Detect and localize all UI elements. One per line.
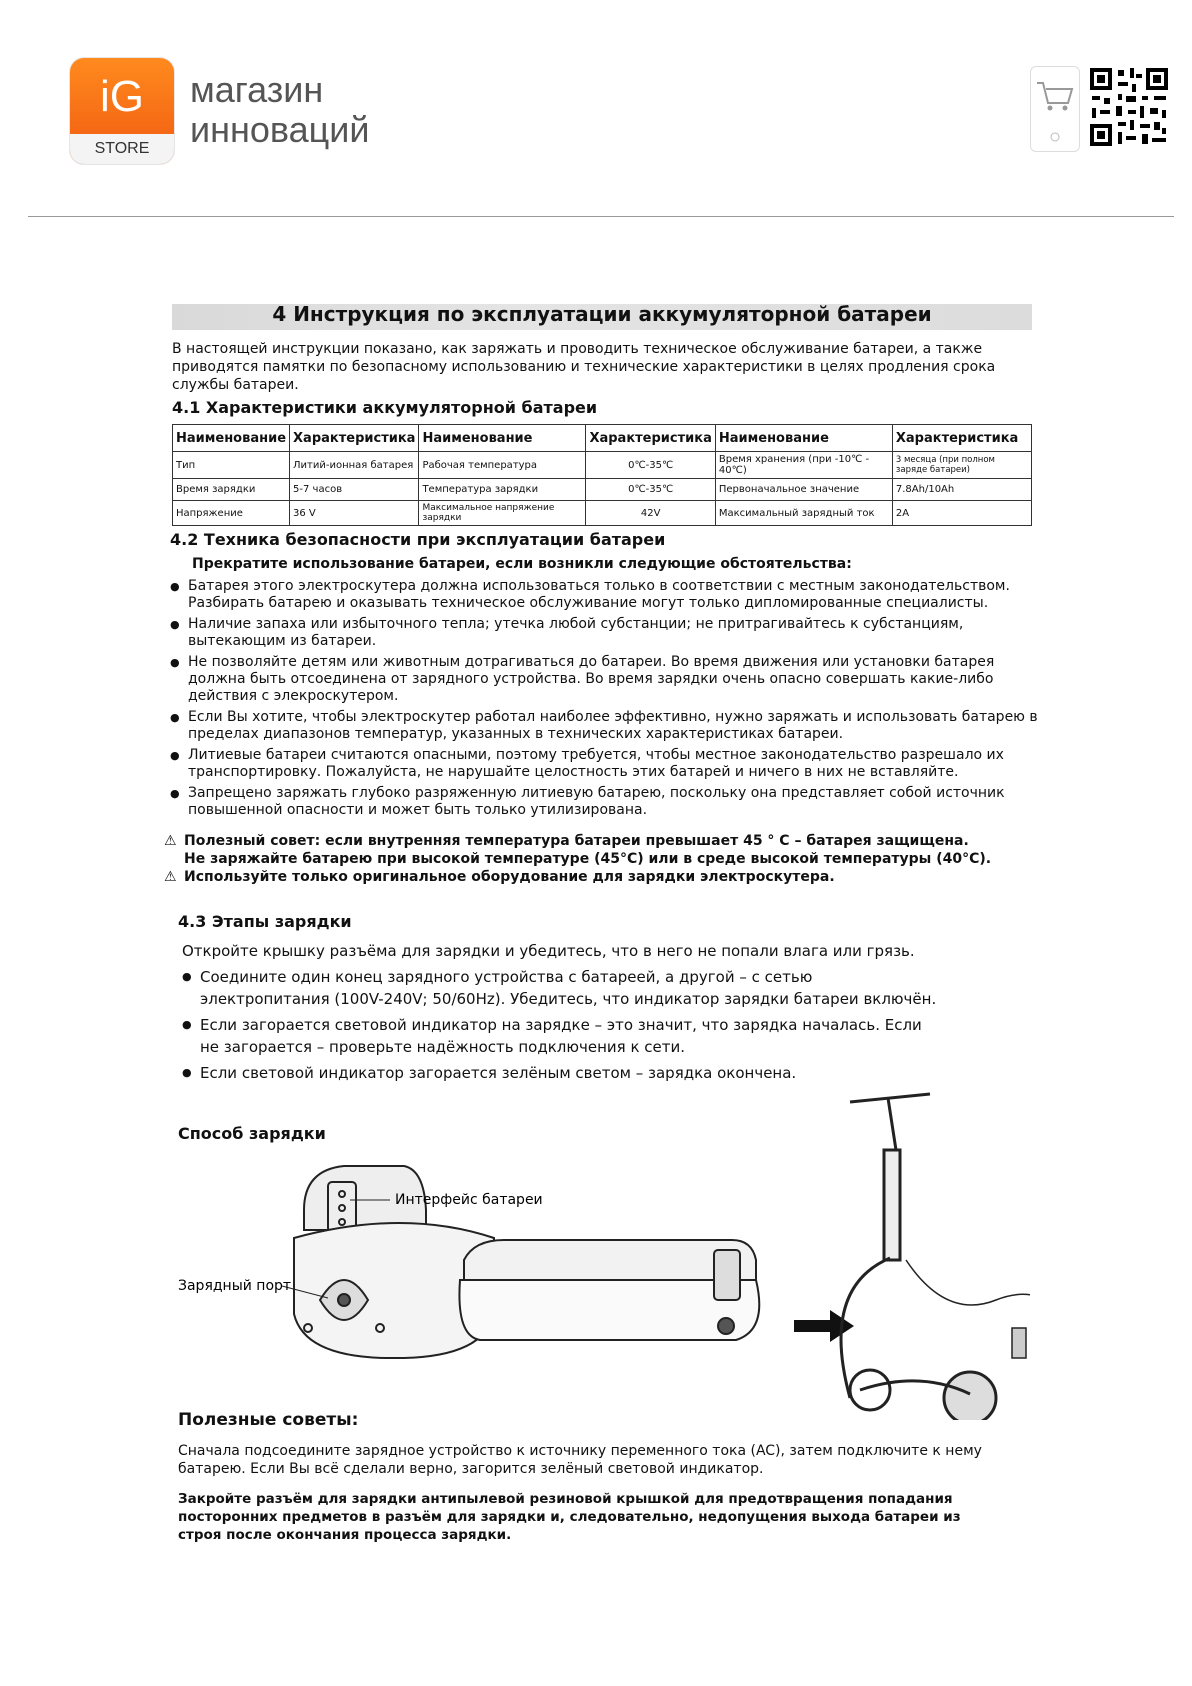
section-4-1-title: 4.1 Характеристики аккумуляторной батареи [172, 398, 598, 417]
port-label: Зарядный порт [178, 1278, 292, 1294]
table-cell: Тип [173, 452, 290, 479]
table-header: Наименование [419, 425, 586, 452]
arrow-icon [794, 1310, 854, 1342]
qr-code-icon [1088, 66, 1170, 148]
tip-2: Не заряжайте батарею при высокой температуре (45°С) или в среде высокой температуры (40°С). [184, 851, 992, 867]
charging-steps [182, 966, 942, 1088]
table-header: Наименование [173, 425, 290, 452]
table-cell: Максимальный зарядный ток [715, 501, 892, 526]
cart-icon[interactable] [1030, 66, 1080, 152]
table-cell: 42V [586, 501, 715, 526]
table-cell: Время зарядки [173, 479, 290, 501]
safety-list [170, 578, 1040, 823]
table-row [173, 501, 1032, 526]
list-item: ● Если Вы хотите, чтобы электроскутер работал наиболее эффективно, нужно заряжать и использовать батарею в пределах диапазонов температур, указанных в технических характеристиках батареи. [170, 709, 1040, 743]
table-cell: Рабочая температура [419, 452, 586, 479]
shop-name-line1: магазин [190, 69, 324, 110]
page-title: 4 Инструкция по эксплуатации аккумуляторной батареи [272, 302, 932, 326]
tip-1: Полезный совет: если внутренняя температура батареи превышает 45 ° С – батарея защищена. [184, 833, 969, 849]
table-header: Характеристика [892, 425, 1031, 452]
section-4-3-intro: Откройте крышку разъёма для зарядки и убедитесь, что в него не попали влага или грязь. [182, 942, 915, 960]
list-item: ● Соедините один конец зарядного устройства с батареей, а другой – с сетью электропитания (100V-240V; 50/60Hz). Убедитесь, что индикатор зарядки батареи включён. [182, 966, 942, 1010]
section-4-2-title: 4.2 Техника безопасности при эксплуатации батареи [170, 530, 666, 549]
list-item: ● Запрещено заряжать глубоко разряженную литиевую батарею, поскольку она представляет собой источник повышенной опасности и может быть только утилизирована. [170, 785, 1040, 819]
table-cell: 2A [892, 501, 1031, 526]
logo-ig-text: iG [100, 72, 144, 121]
shop-name-line2: инноваций [190, 109, 370, 150]
table-cell: Время хранения (при -10℃ - 40℃) [715, 452, 892, 479]
intro-text: В настоящей инструкции показано, как заряжать и проводить техническое обслуживание батареи, а также приводятся памятки по безопасному использованию и технические характеристики в целях продления срока службы батареи. [172, 341, 996, 393]
list-item: ● Батарея этого электроскутера должна использоваться только в соответствии с местным законодательством. Разбирать батарею и оказывать техническое обслуживание могут только дипломированные специалисты. [170, 578, 1040, 612]
useful-text: Сначала подсоедините зарядное устройство к источнику переменного тока (AC), затем подключите к нему батарею. Если Вы всё сделали верно, загорится зелёный световой индикатор. [178, 1443, 982, 1477]
table-cell: 36 V [290, 501, 419, 526]
store-logo[interactable] [70, 58, 174, 164]
tip-3: Используйте только оригинальное оборудование для зарядки электроскутера. [184, 869, 835, 885]
table-cell: 7.8Ah/10Ah [892, 479, 1031, 501]
spec-table [172, 424, 1032, 526]
section-4-2-subtitle: Прекратите использование батареи, если возникли следующие обстоятельства: [192, 556, 852, 572]
table-header: Наименование [715, 425, 892, 452]
table-header: Характеристика [290, 425, 419, 452]
battery-pack-drawing [459, 1240, 759, 1340]
header-divider [28, 216, 1174, 217]
table-row [173, 452, 1032, 479]
charging-illustration [170, 1090, 1030, 1420]
safety-tips [164, 832, 1044, 886]
table-cell: Литий-ионная батарея [290, 452, 419, 479]
section-4-3-title: 4.3 Этапы зарядки [178, 912, 352, 931]
table-cell: Температура зарядки [419, 479, 586, 501]
table-cell: 0℃-35℃ [586, 479, 715, 501]
list-item: ● Литиевые батареи считаются опасными, поэтому требуется, чтобы местное законодательство разрешало их транспортировку. Пожалуйста, не нарушайте целостность этих батарей и ничего в них не вставляйте. [170, 747, 1040, 781]
table-cell: 0℃-35℃ [586, 452, 715, 479]
table-cell: 5-7 часов [290, 479, 419, 501]
scooter-drawing [841, 1094, 1030, 1420]
table-cell: Напряжение [173, 501, 290, 526]
list-item: ● Не позволяйте детям или животным дотрагиваться до батареи. Во время движения или установки батарея должна быть отсоединена от зарядного устройства. Во время зарядки очень опасно совершать какие-либо действия с элекроскутером. [170, 654, 1040, 705]
list-item: ● Если световой индикатор загорается зелёным светом – зарядка окончена. [182, 1062, 942, 1084]
useful-title: Полезные советы: [178, 1410, 359, 1430]
list-item: ● Наличие запаха или избыточного тепла; утечка любой субстанции; не притрагивайтесь к субстанциям, вытекающим из батареи. [170, 616, 1040, 650]
table-cell: 3 месяца (при полном заряде батареи) [892, 452, 1031, 479]
table-cell: Первоначальное значение [715, 479, 892, 501]
table-row [173, 479, 1032, 501]
list-item: ● Если загорается световой индикатор на зарядке – это значит, что зарядка началась. Если не загорается – проверьте надёжность подключения к сети. [182, 1014, 942, 1058]
table-cell: Максимальное напряжение зарядки [419, 501, 586, 526]
warning-icon: ⚠ [164, 833, 177, 849]
shop-name [190, 70, 369, 150]
final-note: Закройте разъём для зарядки антипылевой резиновой крышкой для предотвращения попадания посторонних предметов в разъём для зарядки и, следовательно, недопущения выхода батареи из строя после окончания процесса зарядки. [178, 1491, 961, 1543]
warning-icon: ⚠ [164, 869, 177, 885]
table-header-row [173, 425, 1032, 452]
table-header: Характеристика [586, 425, 715, 452]
logo-store-text: STORE [70, 134, 174, 164]
method-title: Способ зарядки [178, 1124, 326, 1143]
interface-label: Интерфейс батареи [395, 1192, 543, 1208]
